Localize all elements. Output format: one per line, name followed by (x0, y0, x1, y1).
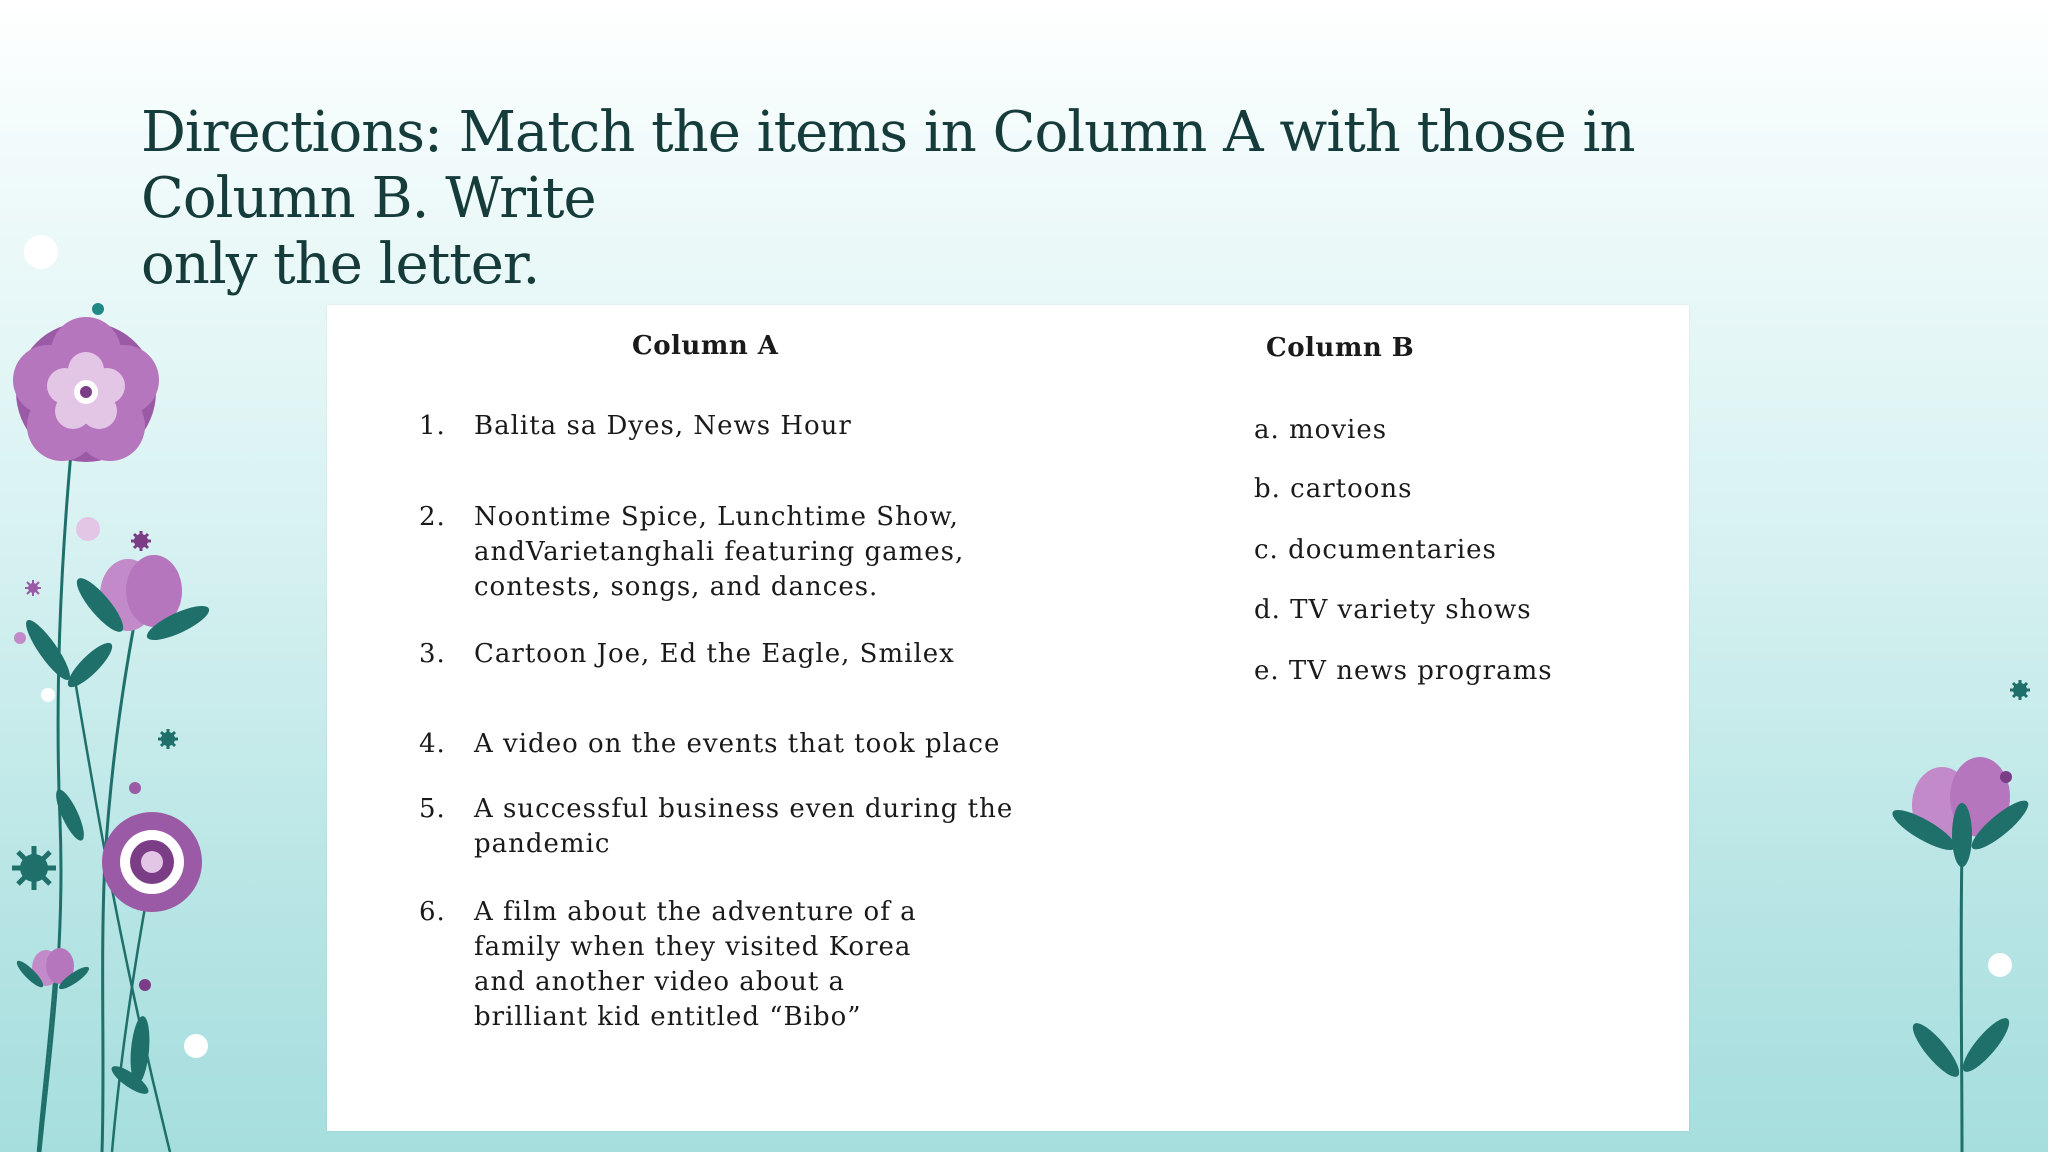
stem (1961, 850, 1962, 1152)
dot-icon (14, 632, 26, 644)
column-b-choice: d. TV variety shows (1254, 595, 1532, 625)
matching-worksheet (327, 305, 1689, 1131)
column-b-choice: a. movies (1254, 415, 1388, 445)
dot-icon (1988, 953, 2012, 977)
leaf-icon (20, 615, 76, 684)
stem (38, 970, 55, 1152)
item-text: A video on the events that took place (474, 729, 1001, 759)
starburst-icon (25, 580, 41, 596)
item-text: Balita sa Dyes, News Hour (474, 411, 852, 441)
starburst-icon (158, 729, 178, 749)
dot-icon (76, 517, 100, 541)
title-line: Directions: Match the items in Column A with those in (141, 100, 1635, 165)
directions-title (141, 100, 1781, 298)
flower-icon (102, 812, 202, 912)
column-b-header: Column B (1266, 333, 1415, 363)
starburst-icon (131, 531, 151, 551)
dot-icon (2000, 771, 2012, 783)
column-a-header: Column A (632, 331, 779, 361)
flower-icon (1888, 757, 2034, 867)
stem (40, 410, 75, 1152)
item-number: 6. (419, 897, 446, 927)
dot-icon (24, 235, 58, 269)
item-text: A film about the adventure of a family when they visited Korea and another video about a brilliant kid entitled “Bibo” (474, 897, 917, 1032)
item-number: 5. (419, 794, 446, 824)
leaf-icon (1906, 1018, 1965, 1083)
item-number: 1. (419, 411, 446, 441)
item-text: A successful business even during the pandemic (474, 794, 1014, 859)
starburst-icon (2010, 680, 2030, 700)
column-a-item (419, 637, 955, 672)
item-number: 3. (419, 639, 446, 669)
item-number: 4. (419, 729, 446, 759)
item-text: Noontime Spice, Lunchtime Show, andVarietanghali featuring games, contests, songs, and dances. (474, 502, 965, 602)
column-b-choice: b. cartoons (1254, 474, 1413, 504)
leaf-icon (1956, 1013, 2015, 1078)
flower-icon (13, 317, 159, 462)
column-b-choice: c. documentaries (1254, 535, 1497, 565)
column-a-item (419, 895, 917, 1035)
column-a-item (419, 727, 1000, 762)
column-a-item (419, 500, 964, 605)
leaf-icon (62, 637, 117, 692)
column-a-item (419, 792, 1013, 862)
dot-icon (139, 979, 151, 991)
dot-icon (41, 688, 55, 702)
item-number: 2. (419, 502, 446, 532)
title-line: Column B. Write (141, 166, 596, 231)
column-a-item (419, 409, 852, 444)
starburst-icon (12, 846, 56, 890)
dot-icon (129, 782, 141, 794)
column-b-choice: e. TV news programs (1254, 656, 1553, 686)
title-line: only the letter. (141, 232, 540, 297)
item-text: Cartoon Joe, Ed the Eagle, Smilex (474, 639, 955, 669)
flower-icon (70, 555, 213, 646)
leaf-icon (51, 786, 89, 844)
dot-icon (184, 1034, 208, 1058)
dot-icon (92, 303, 104, 315)
